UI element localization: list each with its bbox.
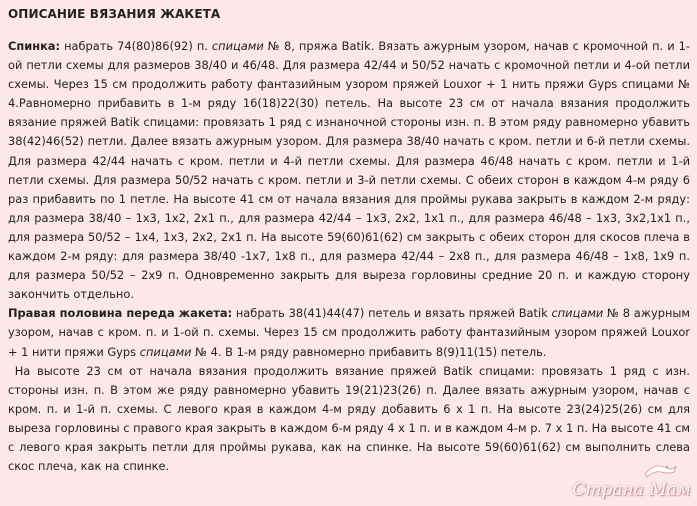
front-text-3: № 4. В 1-м ряду равномерно прибавить 8(9)11(15) петель. [191, 344, 547, 359]
watermark-text: Страна Мам [572, 480, 691, 500]
front-text-2: № 8 ажурным узором, начав с кром. п. и 1-ой п. схемы. Через 15 см продолжить работу фантазийным узором пряжей Louxor + 1 нити пряжи Gyps [8, 306, 690, 359]
back-heading: Спинка: [8, 39, 61, 53]
front-paragraph [8, 304, 690, 361]
back-text-1: набрать 74(80)86(92) п. [60, 39, 212, 53]
back-paragraph [8, 37, 690, 304]
back-text-2: № 8, пряжа Batik. Вязать ажурным узором, начав с кромочной п. и 1-ой петли схемы для размеров 38/40 и 46/48. Для размера 42/44 и 50/52 начать с кромочной петли и 4-ой петли схемы. Через 15 см продолжить работу фантазийным узором пряжей Louxor + 1 нить пряжи Gyps спицами № 4.Равномерно прибавить в 1-м ряду 16(18)22(30) петель. На высоте 23 см от начала вязания продолжить вязание пряжей Batik спицами: провязать 1 ряд с изнаночной стороны изн. п. В этом ряду равномерно убавить 38(42)46(52) петли. Далее вязать ажурным узором. Для размера 38/40 начать с кром. петли и 6-й петли схемы. Для размера 42/44 начать с кром. петли и 4-й петли схемы. Для размера 46/48 начать с кром. петли и 1-й петли схемы. Для размера 50/52 начать с кром. петли и 3-й петли схемы. С обеих сторон в каждом 4-м ряду 6 раз прибавить по 1 петле. На высоте 41 см от начала вязания для проймы рукава закрыть в каждом 2-м ряду: для размера 38/40 – 1x3, 1x2, 2x1 п., для размера 42/44 – 1x3, 2x2, 1x1 п., для размера 46/48 – 1x3, 3x2,1x1 п., для размера 50/52 – 1x4, 1x3, 2x2, 2x1 п. На высоте 59(60)61(62) см закрыть с обеих сторон для скосов плеча в каждом 2-м ряду: для размера 38/40 -1x7, 1x8 п., для размера 42/44 – 2x8 п., для размера 46/48 – 1x8, 1x9 п. для размера 50/52 – 2x9 п. Одновременно закрыть для выреза горловины средние 20 п. и каждую сторону закончить отдельно. [8, 39, 690, 302]
front-italic-2: спицами [139, 344, 192, 359]
front-continued-paragraph: На высоте 23 см от начала вязания продолжить вязание пряжей Batik спицами: провязать 1 ряд с изн. стороны изн. п. В этом же ряду равномерно убавить 19(21)23(26) п. Далее вязать ажурным узором, начав с кром. п. и 1-й п. схемы. С левого края в каждом 4-м ряду добавить 6 x 1 п. На высоте 23(24)25(26) см для выреза горловины с правого края закрыть в каждом 6-м ряду 4 x 1 п. и в каждом 4-м р. 7 x 1 п. На высоте 41 см с левого края закрыть петли для проймы рукава, как на спинке. На высоте 59(60)61(62) см выполнить слева скос плеча, как на спинке. [8, 363, 694, 474]
front-italic-1: спицами [551, 306, 604, 321]
front-text-1: набрать 38(41)44(47) петель и вязать пряжей Batik [232, 306, 552, 321]
front-heading: Правая половина переда жакета: [8, 306, 233, 321]
page-title: ОПИСАНИЕ ВЯЗАНИЯ ЖАКЕТА [8, 7, 221, 21]
back-italic-1: спицами [211, 39, 264, 53]
